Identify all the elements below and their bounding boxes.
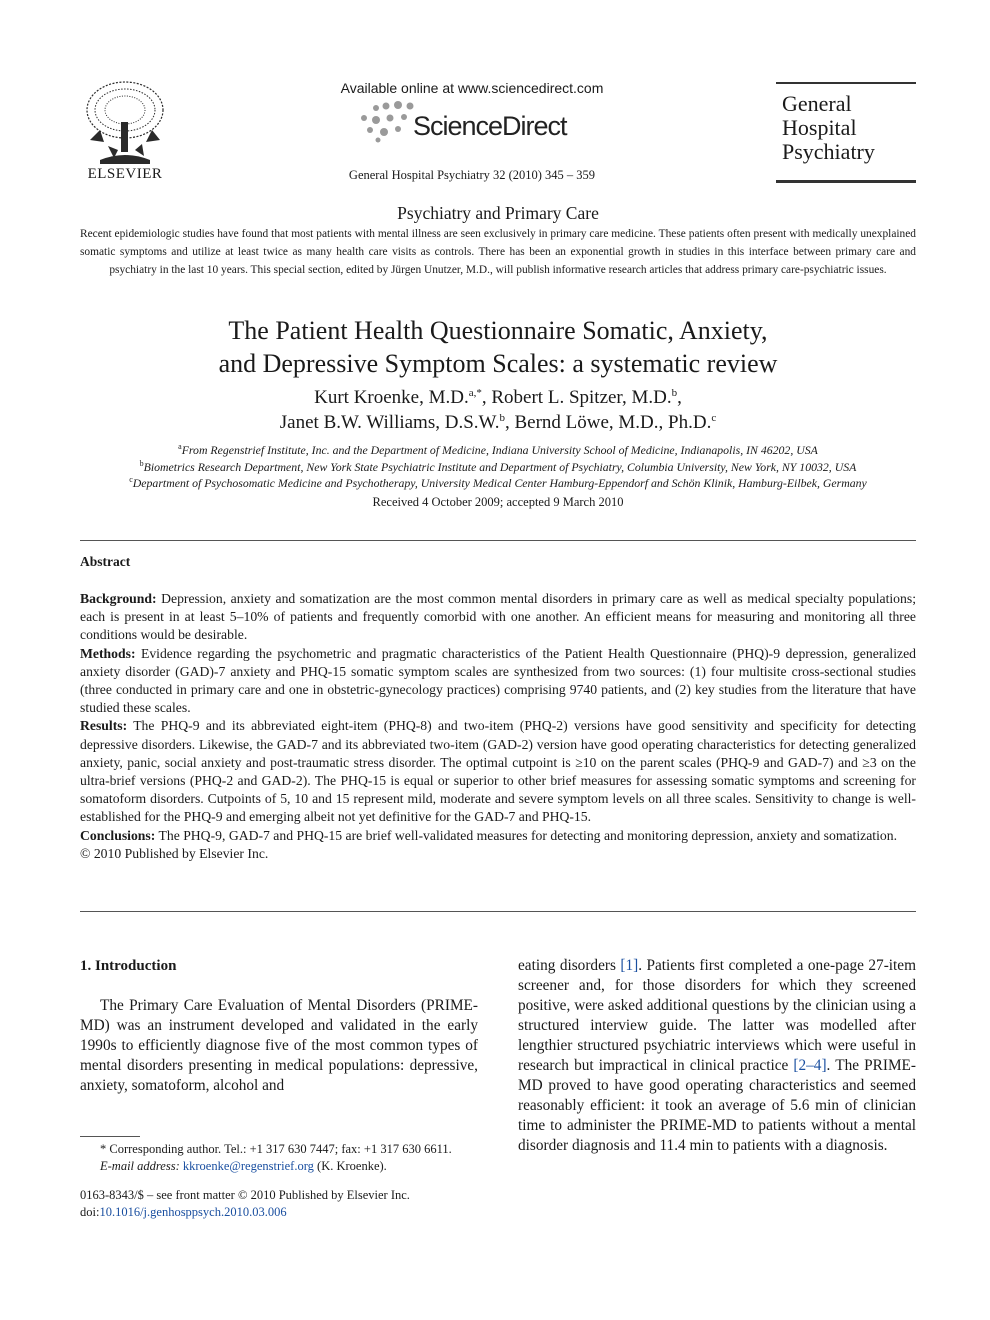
reference-link[interactable]: [1] xyxy=(620,957,639,974)
affiliation-a xyxy=(80,443,916,458)
abstract-label: Background: xyxy=(80,591,157,606)
affiliation-marker: c xyxy=(129,475,133,484)
affiliation-c xyxy=(80,476,916,491)
author-separator: , xyxy=(677,387,682,408)
journal-logo-line3: Psychiatry xyxy=(782,139,875,164)
affiliation-text: Department of Psychosomatic Medicine and Psychotherapy, University Medical Center Hamburg-Eppendorf and Schön Klinik, Hamburg-Eilbek, Germany xyxy=(132,476,867,490)
body-column-left xyxy=(80,956,478,1096)
author-name: Bernd Löwe, M.D., Ph.D. xyxy=(514,411,712,433)
footnotes xyxy=(80,1141,478,1175)
body-text: . Patients first completed a one-page 27-item screener and, for those disorders for which they screened positive, were asked additional questions by the clinician using a structured interview guide. The latter was modelled after lengthier structured psychiatric interviews which were useful in research but impractical in clinical practice xyxy=(518,957,916,1074)
paper-title-line2: and Depressive Symptom Scales: a systematic review xyxy=(218,349,778,378)
received-dates: Received 4 October 2009; accepted 9 March 2010 xyxy=(372,495,624,509)
journal-logo xyxy=(776,82,916,183)
author-affiliation-marker[interactable]: c xyxy=(711,411,717,424)
author-name: Robert L. Spitzer, M.D. xyxy=(491,387,672,408)
email-suffix: (K. Kroenke). xyxy=(313,1159,387,1173)
abstract-label: Methods: xyxy=(80,645,136,661)
doi-line xyxy=(80,1204,478,1221)
body-column-right xyxy=(518,956,916,1156)
abstract-text: Depression, anxiety and somatization are the most common mental disorders in primary care as well as medical specialty populations; each is present in at least 5–10% of patients and frequently comorbid with one another. An efficient means for measuring and monitoring all three conditions would be desirable. xyxy=(80,591,916,643)
body-paragraph xyxy=(518,956,916,1156)
journal-logo-line2: Hospital xyxy=(782,115,857,140)
elsevier-wordmark: ELSEVIER xyxy=(87,166,163,182)
corresponding-author-note: * Corresponding author. Tel.: +1 317 630 7447; fax: +1 317 630 6611. xyxy=(100,1142,452,1156)
abstract-conclusions xyxy=(80,827,916,845)
paper-title-line1: The Patient Health Questionnaire Somatic, Anxiety, xyxy=(228,316,768,345)
front-matter xyxy=(80,1187,478,1221)
abstract-label: Results: xyxy=(80,718,128,734)
front-matter-text: 0163-8343/$ – see front matter © 2010 Published by Elsevier Inc. xyxy=(80,1188,410,1202)
author-list xyxy=(80,386,916,435)
abstract-label: Conclusions: xyxy=(80,827,156,843)
abstract-methods xyxy=(80,645,916,718)
doi-label: doi: xyxy=(80,1205,100,1219)
body-paragraph: The Primary Care Evaluation of Mental Disorders (PRIME-MD) was an instrument developed and validated in the early 1990s to efficiently diagnose five of the most common types of mental disorders presenting in medical populations: depressive, anxiety, somatoform, alcohol and xyxy=(80,997,478,1094)
section-heading-introduction: 1. Introduction xyxy=(80,958,177,974)
abstract-text: Evidence regarding the psychometric and pragmatic characteristics of the Patient Health Questionnaire (PHQ)-9 depression, generalized anxiety disorder (GAD)-7 anxiety and PHQ-15 somatic symptom scales are synthesized from two sources: (1) four multisite cross-sectional studies (three conducted in primary care and one in obstetric-gynecology practices) comprising 9740 patients, and (2) key studies from the literature that have studied these scales. xyxy=(80,645,916,716)
section-title: Psychiatry and Primary Care xyxy=(397,203,599,223)
available-online-text: Available online at www.sciencedirect.com xyxy=(340,80,604,96)
abstract-text: The PHQ-9 and its abbreviated eight-item (PHQ-8) and two-item (PHQ-2) versions have good sensitivity and specificity for detecting depressive disorders. Likewise, the GAD-7 and its abbreviated two-item (GAD-2) version have good operating characteristics for detecting generalized anxiety, panic, social anxiety and post-traumatic stress disorder. The optimal cutpoint is ≥10 on the parent scales (PHQ-9 and GAD-7) and ≥3 on the ultra-brief versions (PHQ-2 and GAD-2). The PHQ-15 is equal or superior to other brief measures for assessing somatic symptoms and screening for somatoform disorders. Cutpoints of 5, 10 and 15 represent mild, moderate and severe symptom levels on all three scales. Sensitivity to change is well-established for the PHQ-9 and emerging albeit not yet definitive for the GAD-7 and PHQ-15. xyxy=(80,718,916,825)
author-separator: , xyxy=(481,387,492,408)
author-name: Kurt Kroenke, M.D. xyxy=(314,387,469,408)
paper-title xyxy=(80,314,916,380)
email-note xyxy=(80,1158,478,1175)
abstract-heading: Abstract xyxy=(80,554,131,569)
divider xyxy=(80,540,916,541)
divider xyxy=(80,911,916,912)
author-name: Janet B.W. Williams, D.S.W. xyxy=(279,411,500,433)
author-affiliation-marker[interactable]: b xyxy=(671,387,678,399)
abstract-body xyxy=(80,590,916,863)
author-affiliation-marker[interactable]: b xyxy=(499,411,505,424)
affiliation-marker: a xyxy=(178,442,182,451)
body-text: eating disorders xyxy=(518,957,621,974)
affiliation-marker: b xyxy=(139,459,144,468)
reference-link[interactable]: [2–4] xyxy=(793,1057,827,1074)
affiliation-text: Biometrics Research Department, New York State Psychiatric Institute and Department of Psychiatry, Columbia University, New York, NY 10032, USA xyxy=(143,460,857,474)
abstract-copyright: © 2010 Published by Elsevier Inc. xyxy=(80,845,269,861)
abstract-background xyxy=(80,590,916,645)
body-text: . The PRIME-MD proved to have good operating characteristics and seemed reasonably efficient: it took an average of 5.6 min of clinician time to administer the PRIME-MD to patients without a mental disorder diagnosis and 11.4 min to patients with a diagnosis. xyxy=(518,1057,916,1154)
sciencedirect-wordmark[interactable]: ScienceDirect xyxy=(413,111,567,141)
affiliation-b xyxy=(80,460,916,475)
footnote-divider xyxy=(80,1136,140,1137)
affiliation-text: From Regenstrief Institute, Inc. and the Department of Medicine, Indiana University School of Medicine, Indianapolis, IN 46202, USA xyxy=(181,443,818,457)
section-description: Recent epidemiologic studies have found that most patients with mental illness are seen exclusively in primary care medicine. These patients often present with medically unexplained somatic symptoms and utilize at least twice as many health care visits as controls. There has been an exponential growth in studies in this interface between primary care and psychiatry in the last 10 years. This special section, edited by Jürgen Unutzer, M.D., will publish informative research articles that address primary care-psychiatric issues. xyxy=(80,228,916,277)
email-label: E-mail address: xyxy=(100,1159,180,1173)
elsevier-tree-logo xyxy=(80,80,170,180)
author-affiliation-marker[interactable]: a,* xyxy=(468,387,482,399)
author-separator: , xyxy=(504,411,515,433)
journal-citation: General Hospital Psychiatry 32 (2010) 345 – 359 xyxy=(348,168,596,182)
abstract-text: The PHQ-9, GAD-7 and PHQ-15 are brief well-validated measures for detecting and monitoring depression, anxiety and somatization. xyxy=(155,827,898,843)
journal-logo-line1: General xyxy=(782,91,852,116)
abstract-results xyxy=(80,717,916,826)
email-link[interactable]: kkroenke@regenstrief.org xyxy=(182,1159,314,1173)
doi-link[interactable]: 10.1016/j.genhosppsych.2010.03.006 xyxy=(99,1205,287,1219)
